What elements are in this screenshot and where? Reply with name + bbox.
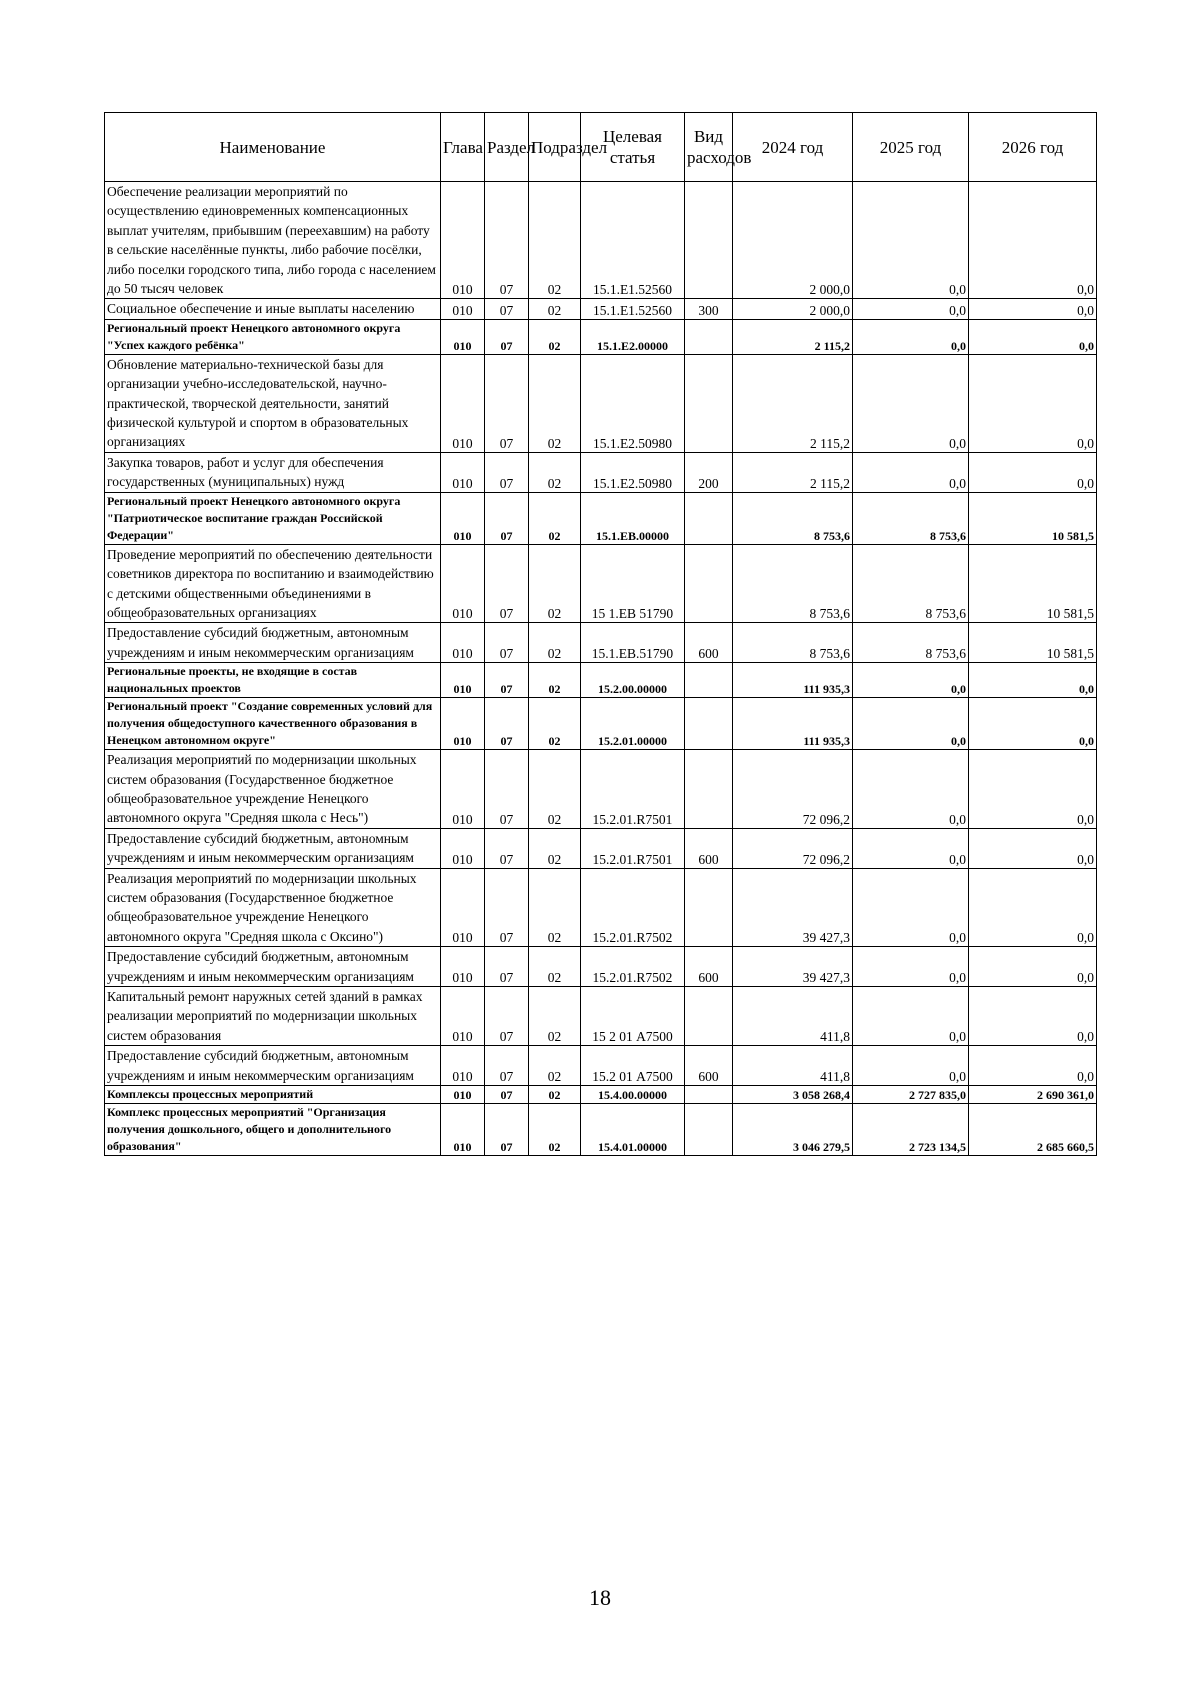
row-2025: 2 723 134,5 xyxy=(853,1104,969,1156)
row-glava: 010 xyxy=(441,623,485,663)
row-2026: 0,0 xyxy=(969,299,1097,319)
row-2024: 111 935,3 xyxy=(733,698,853,750)
row-razdel: 07 xyxy=(485,354,529,452)
row-razdel: 07 xyxy=(485,947,529,987)
row-target: 15.4.00.00000 xyxy=(581,1086,685,1104)
row-2026: 0,0 xyxy=(969,452,1097,492)
row-2026: 10 581,5 xyxy=(969,544,1097,623)
row-vid xyxy=(685,663,733,698)
row-name: Комплексы процессных мероприятий xyxy=(105,1086,441,1104)
row-razdel: 07 xyxy=(485,544,529,623)
row-razdel: 07 xyxy=(485,1104,529,1156)
row-name: Комплекс процессных мероприятий "Организация получения дошкольного, общего и дополнительного образования" xyxy=(105,1104,441,1156)
table-row xyxy=(105,828,1097,868)
row-name: Реализация мероприятий по модернизации школьных систем образования (Государственное бюджетное общеобразовательное учреждение Ненецкого автономного округа "Средняя школа с Оксино") xyxy=(105,868,441,947)
header-2025: 2025 год xyxy=(853,113,969,182)
row-2026: 0,0 xyxy=(969,698,1097,750)
row-glava: 010 xyxy=(441,492,485,544)
row-vid xyxy=(685,1104,733,1156)
row-vid xyxy=(685,354,733,452)
row-2025: 0,0 xyxy=(853,987,969,1046)
row-2024: 8 753,6 xyxy=(733,492,853,544)
row-2026: 2 690 361,0 xyxy=(969,1086,1097,1104)
row-glava: 010 xyxy=(441,987,485,1046)
table-row xyxy=(105,947,1097,987)
row-2026: 0,0 xyxy=(969,1046,1097,1086)
row-2025: 8 753,6 xyxy=(853,623,969,663)
row-name: Предоставление субсидий бюджетным, автономным учреждениям и иным некоммерческим организациям xyxy=(105,947,441,987)
row-2024: 3 046 279,5 xyxy=(733,1104,853,1156)
row-glava: 010 xyxy=(441,319,485,354)
row-2026: 10 581,5 xyxy=(969,492,1097,544)
row-glava: 010 xyxy=(441,299,485,319)
row-podrazdel: 02 xyxy=(529,299,581,319)
row-glava: 010 xyxy=(441,354,485,452)
row-vid xyxy=(685,698,733,750)
row-razdel: 07 xyxy=(485,750,529,829)
row-razdel: 07 xyxy=(485,452,529,492)
row-2025: 0,0 xyxy=(853,319,969,354)
header-2024: 2024 год xyxy=(733,113,853,182)
row-2025: 0,0 xyxy=(853,947,969,987)
row-podrazdel: 02 xyxy=(529,452,581,492)
row-target: 15.2 01 А7500 xyxy=(581,1046,685,1086)
table-row xyxy=(105,750,1097,829)
row-glava: 010 xyxy=(441,663,485,698)
row-2025: 0,0 xyxy=(853,750,969,829)
row-podrazdel: 02 xyxy=(529,623,581,663)
row-razdel: 07 xyxy=(485,663,529,698)
row-razdel: 07 xyxy=(485,828,529,868)
row-name: Региональные проекты, не входящие в состав национальных проектов xyxy=(105,663,441,698)
row-2024: 111 935,3 xyxy=(733,663,853,698)
table-row xyxy=(105,544,1097,623)
row-vid xyxy=(685,319,733,354)
row-name: Предоставление субсидий бюджетным, автономным учреждениям и иным некоммерческим организациям xyxy=(105,623,441,663)
table-row xyxy=(105,868,1097,947)
row-target: 15.2.01.R7501 xyxy=(581,750,685,829)
row-podrazdel: 02 xyxy=(529,698,581,750)
row-name: Региональный проект Ненецкого автономного округа "Успех каждого ребёнка" xyxy=(105,319,441,354)
row-2025: 8 753,6 xyxy=(853,492,969,544)
row-podrazdel: 02 xyxy=(529,1086,581,1104)
row-glava: 010 xyxy=(441,828,485,868)
row-razdel: 07 xyxy=(485,1086,529,1104)
row-2025: 0,0 xyxy=(853,1046,969,1086)
row-target: 15.1.Е2.50980 xyxy=(581,354,685,452)
row-razdel: 07 xyxy=(485,492,529,544)
row-vid xyxy=(685,492,733,544)
row-podrazdel: 02 xyxy=(529,319,581,354)
header-name: Наименование xyxy=(105,113,441,182)
row-2024: 3 058 268,4 xyxy=(733,1086,853,1104)
row-vid: 600 xyxy=(685,1046,733,1086)
row-glava: 010 xyxy=(441,698,485,750)
row-target: 15.1.Е1.52560 xyxy=(581,182,685,299)
row-2026: 10 581,5 xyxy=(969,623,1097,663)
row-glava: 010 xyxy=(441,1046,485,1086)
row-target: 15.1.Е2.00000 xyxy=(581,319,685,354)
row-name: Региональный проект "Создание современных условий для получения общедоступного качественного образования в Ненецком автономном округе" xyxy=(105,698,441,750)
page-number: 18 xyxy=(589,1585,611,1610)
row-target: 15.2.01.00000 xyxy=(581,698,685,750)
row-2025: 0,0 xyxy=(853,354,969,452)
row-podrazdel: 02 xyxy=(529,1046,581,1086)
row-vid xyxy=(685,750,733,829)
budget-table xyxy=(104,112,1097,1156)
row-2025: 0,0 xyxy=(853,663,969,698)
row-glava: 010 xyxy=(441,1104,485,1156)
row-glava: 010 xyxy=(441,750,485,829)
row-2025: 2 727 835,0 xyxy=(853,1086,969,1104)
row-vid: 600 xyxy=(685,623,733,663)
row-name: Обеспечение реализации мероприятий по осуществлению единовременных компенсационных выплат учителям, прибывшим (переехавшим) на работу в сельские населённые пункты, либо рабочие посёлки, либо поселки городского типа, либо города с населением до 50 тысяч человек xyxy=(105,182,441,299)
table-row xyxy=(105,452,1097,492)
row-2025: 0,0 xyxy=(853,698,969,750)
table-row xyxy=(105,1104,1097,1156)
row-2025: 0,0 xyxy=(853,452,969,492)
row-2024: 2 115,2 xyxy=(733,452,853,492)
row-vid xyxy=(685,868,733,947)
row-2026: 0,0 xyxy=(969,750,1097,829)
row-target: 15.1.Е2.50980 xyxy=(581,452,685,492)
row-2024: 2 000,0 xyxy=(733,299,853,319)
row-name: Реализация мероприятий по модернизации школьных систем образования (Государственное бюджетное общеобразовательное учреждение Ненецкого автономного округа "Средняя школа с Несь") xyxy=(105,750,441,829)
table-row xyxy=(105,623,1097,663)
row-vid xyxy=(685,544,733,623)
table-body xyxy=(105,182,1097,1156)
row-podrazdel: 02 xyxy=(529,663,581,698)
table-row xyxy=(105,663,1097,698)
row-vid: 600 xyxy=(685,947,733,987)
row-2024: 411,8 xyxy=(733,1046,853,1086)
header-razdel: Раздел xyxy=(485,113,529,182)
row-2024: 8 753,6 xyxy=(733,623,853,663)
row-target: 15 2 01 А7500 xyxy=(581,987,685,1046)
table-row xyxy=(105,987,1097,1046)
row-podrazdel: 02 xyxy=(529,947,581,987)
row-2026: 0,0 xyxy=(969,868,1097,947)
row-vid: 200 xyxy=(685,452,733,492)
row-name: Предоставление субсидий бюджетным, автономным учреждениям и иным некоммерческим организациям xyxy=(105,1046,441,1086)
row-podrazdel: 02 xyxy=(529,828,581,868)
row-target: 15.1.ЕВ.51790 xyxy=(581,623,685,663)
table-row xyxy=(105,698,1097,750)
row-vid xyxy=(685,182,733,299)
row-podrazdel: 02 xyxy=(529,750,581,829)
row-vid: 600 xyxy=(685,828,733,868)
row-2026: 0,0 xyxy=(969,987,1097,1046)
row-podrazdel: 02 xyxy=(529,987,581,1046)
row-name: Социальное обеспечение и иные выплаты населению xyxy=(105,299,441,319)
row-2024: 72 096,2 xyxy=(733,750,853,829)
row-glava: 010 xyxy=(441,182,485,299)
row-2026: 0,0 xyxy=(969,947,1097,987)
row-2024: 8 753,6 xyxy=(733,544,853,623)
row-razdel: 07 xyxy=(485,623,529,663)
table-row xyxy=(105,1086,1097,1104)
row-target: 15.2.00.00000 xyxy=(581,663,685,698)
row-razdel: 07 xyxy=(485,698,529,750)
header-podrazdel: Подраздел xyxy=(529,113,581,182)
row-name: Обновление материально-технической базы для организации учебно-исследовательской, научно-практической, творческой деятельности, занятий физической культурой и спортом в образовательных организациях xyxy=(105,354,441,452)
row-name: Закупка товаров, работ и услуг для обеспечения государственных (муниципальных) нужд xyxy=(105,452,441,492)
row-2026: 2 685 660,5 xyxy=(969,1104,1097,1156)
row-razdel: 07 xyxy=(485,987,529,1046)
row-target: 15.1.Е1.52560 xyxy=(581,299,685,319)
row-2026: 0,0 xyxy=(969,663,1097,698)
row-2025: 0,0 xyxy=(853,299,969,319)
row-2024: 411,8 xyxy=(733,987,853,1046)
row-2024: 39 427,3 xyxy=(733,947,853,987)
row-podrazdel: 02 xyxy=(529,354,581,452)
table-row xyxy=(105,354,1097,452)
row-podrazdel: 02 xyxy=(529,1104,581,1156)
row-2026: 0,0 xyxy=(969,182,1097,299)
row-2024: 2 115,2 xyxy=(733,354,853,452)
row-target: 15.2.01.R7502 xyxy=(581,868,685,947)
row-target: 15.2.01.R7501 xyxy=(581,828,685,868)
header-glava: Глава xyxy=(441,113,485,182)
row-2025: 8 753,6 xyxy=(853,544,969,623)
row-glava: 010 xyxy=(441,544,485,623)
table-row xyxy=(105,182,1097,299)
header-vid: Вид расходов xyxy=(685,113,733,182)
row-razdel: 07 xyxy=(485,299,529,319)
row-target: 15 1.ЕВ 51790 xyxy=(581,544,685,623)
row-2026: 0,0 xyxy=(969,828,1097,868)
row-podrazdel: 02 xyxy=(529,544,581,623)
row-glava: 010 xyxy=(441,868,485,947)
table-row xyxy=(105,319,1097,354)
table-row xyxy=(105,1046,1097,1086)
row-2024: 39 427,3 xyxy=(733,868,853,947)
row-name: Региональный проект Ненецкого автономного округа "Патриотическое воспитание граждан Российской Федерации" xyxy=(105,492,441,544)
row-glava: 010 xyxy=(441,452,485,492)
row-2024: 2 000,0 xyxy=(733,182,853,299)
row-vid xyxy=(685,1086,733,1104)
row-name: Капитальный ремонт наружных сетей зданий в рамках реализации мероприятий по модернизации школьных систем образования xyxy=(105,987,441,1046)
row-razdel: 07 xyxy=(485,319,529,354)
row-2024: 72 096,2 xyxy=(733,828,853,868)
row-2026: 0,0 xyxy=(969,354,1097,452)
row-name: Проведение мероприятий по обеспечению деятельности советников директора по воспитанию и взаимодействию с детскими общественными объединениями в общеобразовательных организациях xyxy=(105,544,441,623)
table-header-row xyxy=(105,113,1097,182)
row-glava: 010 xyxy=(441,947,485,987)
row-razdel: 07 xyxy=(485,868,529,947)
row-razdel: 07 xyxy=(485,1046,529,1086)
row-target: 15.4.01.00000 xyxy=(581,1104,685,1156)
table-row xyxy=(105,299,1097,319)
row-2025: 0,0 xyxy=(853,868,969,947)
row-name: Предоставление субсидий бюджетным, автономным учреждениям и иным некоммерческим организациям xyxy=(105,828,441,868)
table-row xyxy=(105,492,1097,544)
row-vid: 300 xyxy=(685,299,733,319)
row-vid xyxy=(685,987,733,1046)
row-target: 15.1.ЕВ.00000 xyxy=(581,492,685,544)
row-podrazdel: 02 xyxy=(529,182,581,299)
row-2024: 2 115,2 xyxy=(733,319,853,354)
row-2026: 0,0 xyxy=(969,319,1097,354)
row-glava: 010 xyxy=(441,1086,485,1104)
row-2025: 0,0 xyxy=(853,828,969,868)
row-podrazdel: 02 xyxy=(529,492,581,544)
row-2025: 0,0 xyxy=(853,182,969,299)
header-2026: 2026 год xyxy=(969,113,1097,182)
row-podrazdel: 02 xyxy=(529,868,581,947)
header-target: Целевая статья xyxy=(581,113,685,182)
row-razdel: 07 xyxy=(485,182,529,299)
row-target: 15.2.01.R7502 xyxy=(581,947,685,987)
